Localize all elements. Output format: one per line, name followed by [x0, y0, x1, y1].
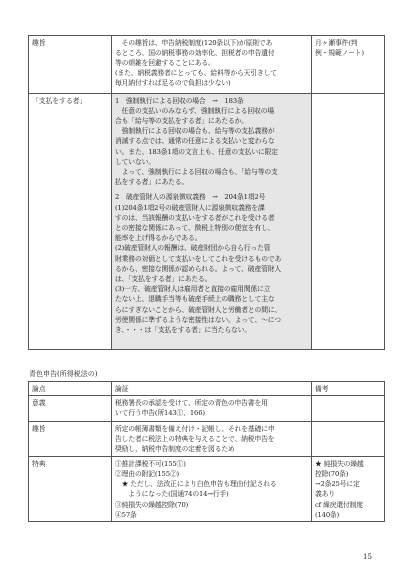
note-line: 月ヶ瀬事件(判	[315, 38, 358, 47]
table-row-shiharai	[29, 94, 385, 350]
row-note-empty	[312, 396, 385, 422]
body-line: していない。	[115, 157, 155, 166]
body-line: 労使関係に準ずるような密接性はない。よって、〜につ	[115, 315, 281, 324]
body-line: 告した者に税法上の特典を与えることで、納税申告を	[115, 434, 275, 443]
body-line: ④57条	[115, 510, 137, 519]
table-row-shushi-2	[29, 422, 385, 457]
body-line: 消滅する点では、通常の任意による支払いと変わらな	[115, 137, 275, 146]
note-line: 例・規範ノート)	[315, 48, 364, 57]
row-note	[312, 457, 385, 522]
body-line: 1 強制執行による回収の場合 → 183条	[115, 96, 244, 105]
row-note-empty	[312, 422, 385, 457]
body-line: 能率を上げ得るからである。	[115, 234, 202, 243]
body-line: は、「支払をする者」にあたる。	[115, 274, 212, 283]
body-line: 2 破産管財人の源泉徴収義務 → 204条1項2号	[115, 193, 266, 202]
body-line: ようになった(国通74の14→行手)	[115, 490, 229, 499]
body-line: ★ ただし、法改正により白色申告も理由付記される	[115, 480, 277, 489]
row-label: 趣旨	[29, 36, 112, 94]
row-label: 「支払をする者」	[29, 94, 112, 350]
note-line: 義あり	[315, 490, 335, 499]
table-row-tokuten	[29, 457, 385, 522]
body-line: たない上、退職手当等も破産手続上の職務として主な	[115, 295, 275, 304]
body-line: 奨励し、納税申告制度の定着を図るため	[115, 445, 235, 454]
body-line: ①推計課税不可(155①)	[115, 459, 186, 468]
body-line: 強制執行による回収の場合も、給与等の支払義務が	[115, 127, 275, 136]
note-line: cf 繰戻還付制度	[315, 500, 363, 509]
body-line: すのは、当該報酬の支払いをする者がこれを受ける者	[115, 213, 275, 222]
table-header-row	[29, 382, 385, 396]
body-line: ②理由の附記(155②)	[115, 469, 180, 478]
ronten-table-1	[28, 35, 385, 350]
body-line: 税務署長の承認を受けて、所定の青色の申告書を用	[115, 398, 268, 407]
note-line: ★ 純損失の繰越	[315, 459, 364, 468]
row-body	[112, 396, 312, 422]
body-line: との密接な関係にあって、徴税上特別の便宜を有し、	[115, 223, 275, 232]
note-line: →2条25号に定	[315, 480, 360, 489]
table-row-shushi-1	[29, 36, 385, 94]
body-line: その趣旨は、申告納税制度(120条以下)が原則であ	[115, 38, 273, 47]
body-line: (3)一方、破産管財人は雇用者と直接の雇用関係に立	[115, 285, 271, 294]
body-line: いて行う申告(所143①、166)	[115, 408, 205, 417]
header-ronten: 論点	[29, 382, 112, 396]
body-line: 財業務の対価として支払いをしてこれを受けるものであ	[115, 254, 282, 263]
section-title: 青色申告(所得税法の)	[29, 370, 98, 378]
ronten-table-2	[28, 381, 385, 522]
note-line: 控除(70条)	[315, 469, 349, 478]
row-label: 意義	[29, 396, 112, 422]
body-line: (また、納税義務者にとっても、給料等から天引きして	[115, 69, 277, 78]
page-number: 15	[363, 553, 372, 561]
body-line: らにすぎないことから、破産管財人と労働者との間に、	[115, 305, 282, 314]
body-line: 任意の支払いのみならず、強制執行による回収の場	[115, 106, 274, 115]
body-line: よって、強制執行による回収の場合も、「給与等の支	[115, 167, 278, 176]
row-label: 趣旨	[29, 422, 112, 457]
body-line: るところ、国の納税事務の効率化、担税者の申告遺付	[115, 48, 275, 57]
table-row-igi	[29, 396, 385, 422]
row-body	[112, 94, 312, 350]
body-line: 払をする者」にあたる。	[115, 178, 189, 187]
body-line: い。また、183条1項の文言上も、任意の支払いに限定	[115, 147, 278, 156]
body-line: ③純損失の繰越控除(70)	[115, 500, 189, 509]
body-line: (2)破産管財人の報酬は、破産財団から自ら行った管	[115, 244, 271, 253]
note-line: (140条)	[315, 510, 340, 519]
body-line: き、・・・は「支払をする者」に当たらない。	[115, 325, 251, 334]
body-line: (1)204条1項2号の破産管財人に源泉徴収義務を課	[115, 203, 265, 212]
row-label: 特典	[29, 457, 112, 522]
row-body	[112, 422, 312, 457]
row-body	[112, 36, 312, 94]
row-body	[112, 457, 312, 522]
body-line: 合も「給与等の支払をする者」にあたるか。	[115, 116, 248, 125]
body-line: 等の煩雑を回避することにある。	[115, 58, 215, 67]
row-note	[312, 36, 385, 94]
body-line: 所定の帳簿書類を備え付け・記帳し、それを基礎に申	[115, 424, 275, 433]
header-biko: 備考	[312, 382, 385, 396]
row-note-empty	[312, 94, 385, 350]
body-line: るから、密接な関係が認められる。よって、破産管財人	[115, 264, 282, 273]
header-ronsho: 論証	[112, 382, 312, 396]
body-line: 毎月納付すれば足るので負担は少ない)	[115, 79, 231, 88]
